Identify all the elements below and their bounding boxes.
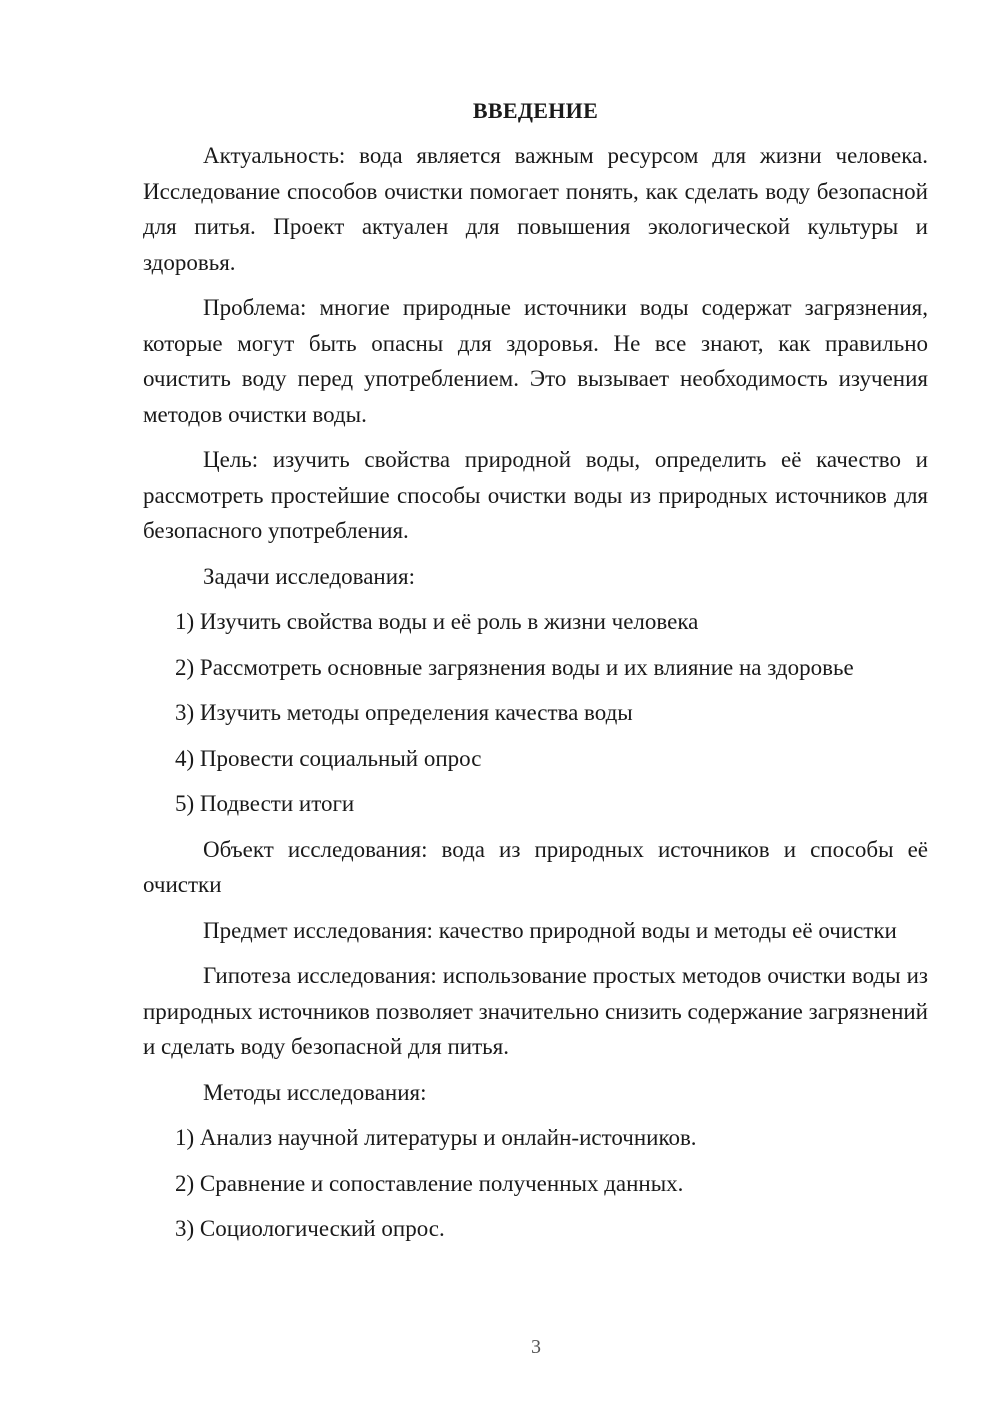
problem-paragraph: Проблема: многие природные источники воды содержат загрязнения, которые могут быть опасны для здоровья. Не все знают, как правильно очистить воду перед употреблением. Это вызывает необходимость изучения методов очистки воды. <box>143 295 928 427</box>
page-title: ВВЕДЕНИЕ <box>472 98 599 123</box>
page-content <box>143 96 928 1257</box>
method-item: 3) Социологический опрос. <box>175 1216 445 1241</box>
method-item: 2) Сравнение и сопоставление полученных данных. <box>175 1170 684 1196</box>
subject-paragraph: Предмет исследования: качество природной воды и методы её очистки <box>203 917 897 943</box>
method-item: 1) Анализ научной литературы и онлайн-источников. <box>175 1125 697 1150</box>
task-item: 4) Провести социальный опрос <box>175 745 482 771</box>
methods-heading: Методы исследования: <box>203 1079 427 1105</box>
object-paragraph: Объект исследования: вода из природных источников и способы её очистки <box>143 836 928 897</box>
relevance-paragraph: Актуальность: вода является важным ресурсом для жизни человека. Исследование способов очистки помогает понять, как сделать воду безопасной для питья. Проект актуален для повышения экологической культуры и здоровья. <box>143 143 928 275</box>
task-item: 3) Изучить методы определения качества воды <box>175 700 633 725</box>
page-number: 3 <box>531 1336 541 1358</box>
task-item: 5) Подвести итоги <box>175 791 355 816</box>
task-item: 1) Изучить свойства воды и её роль в жизни человека <box>175 609 699 634</box>
hypothesis-paragraph: Гипотеза исследования: использование простых методов очистки воды из природных источников позволяет значительно снизить содержание загрязнений и сделать воду безопасной для питья. <box>143 963 928 1059</box>
goal-paragraph: Цель: изучить свойства природной воды, определить её качество и рассмотреть простейшие способы очистки воды из природных источников для безопасного употребления. <box>143 447 928 543</box>
task-item: 2) Рассмотреть основные загрязнения воды и их влияние на здоровье <box>175 654 854 680</box>
tasks-heading: Задачи исследования: <box>203 563 416 589</box>
